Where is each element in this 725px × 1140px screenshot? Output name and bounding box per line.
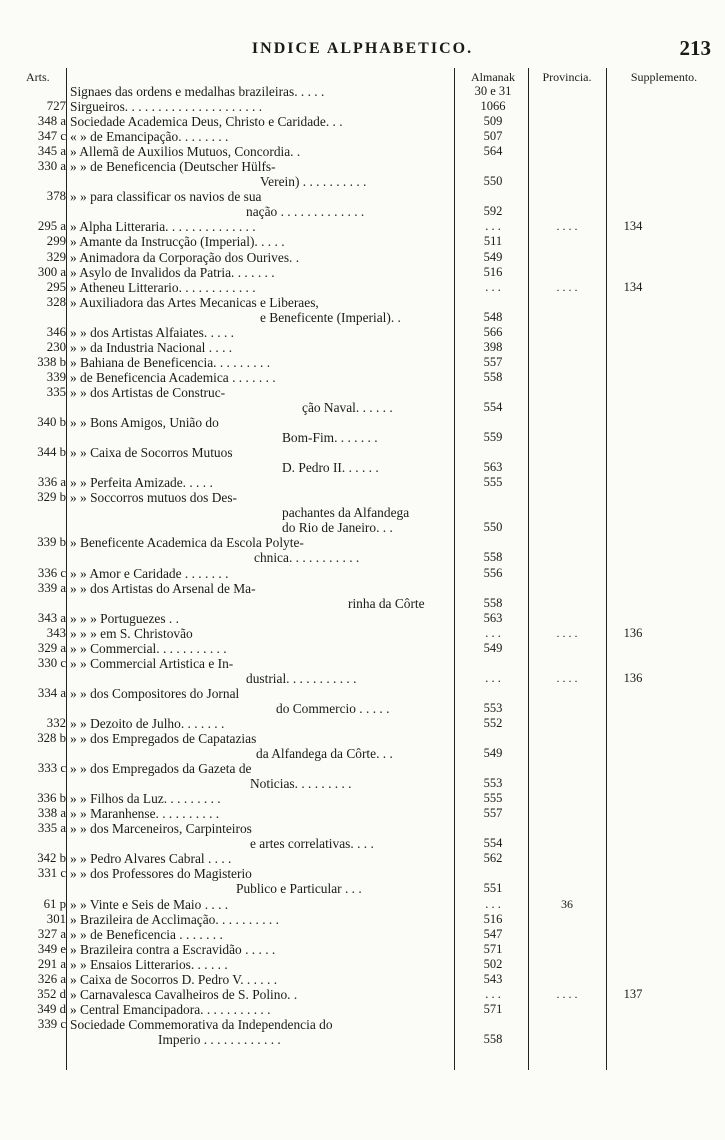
- entry-almanak-page: . . .: [485, 219, 501, 234]
- entry-article-number: 343 a: [37, 610, 66, 625]
- index-entries: [0, 84, 725, 1047]
- index-entry: [0, 505, 725, 520]
- entry-description: da Alfandega da Côrte. . .: [256, 746, 393, 762]
- entry-provincia-page: . . . .: [556, 279, 578, 294]
- entry-article-number: 301: [46, 911, 66, 926]
- entry-description: dustrial. . . . . . . . . . .: [246, 670, 357, 686]
- entry-supplemento-page: 134: [623, 219, 643, 234]
- entry-almanak-page: . . .: [485, 279, 501, 294]
- index-entry: [0, 204, 725, 219]
- entry-description: » Brazileira de Acclimação. . . . . . . . . .: [70, 911, 279, 927]
- index-entry: [0, 851, 725, 866]
- index-entry: [0, 626, 725, 641]
- entry-description: » » dos Artistas Alfaiates. . . . .: [70, 324, 235, 340]
- index-entry: [0, 400, 725, 415]
- entry-almanak-page: 564: [483, 144, 503, 159]
- entry-article-number: 727: [46, 99, 66, 114]
- entry-article-number: 339 c: [37, 1016, 66, 1031]
- entry-almanak-page: 543: [483, 971, 503, 986]
- index-entry: [0, 1002, 725, 1017]
- entry-supplemento-page: 136: [623, 670, 643, 685]
- entry-description: » » Soccorros mutuos dos Des-: [70, 490, 237, 506]
- entry-supplemento-page: 136: [623, 625, 643, 640]
- entry-article-number: 333 c: [37, 761, 66, 776]
- entry-almanak-page: 549: [483, 640, 503, 655]
- index-entry: [0, 280, 725, 295]
- entry-almanak-page: 398: [483, 339, 503, 354]
- entry-description: » » de Beneficencia (Deutscher Hülfs-: [70, 159, 276, 175]
- entry-article-number: 335 a: [37, 821, 66, 836]
- entry-description: » Caixa de Socorros D. Pedro V. . . . . .: [70, 971, 278, 987]
- entry-description: do Commercio . . . . .: [276, 700, 390, 716]
- entry-article-number: 328: [46, 294, 66, 309]
- entry-almanak-page: 511: [483, 234, 503, 249]
- entry-almanak-page: 563: [483, 460, 503, 475]
- index-entry: [0, 791, 725, 806]
- entry-description: » Atheneu Litterario. . . . . . . . . . . .: [70, 279, 256, 295]
- entry-almanak-page: 1066: [480, 99, 506, 114]
- index-entry: [0, 355, 725, 370]
- entry-description: ção Naval. . . . . .: [302, 399, 393, 415]
- entry-almanak-page: 551: [483, 881, 503, 896]
- entry-description: » Brazileira contra a Escravidão . . . . .: [70, 941, 276, 957]
- entry-almanak-page: 554: [483, 399, 503, 414]
- entry-almanak-page: 30 e 31: [474, 84, 512, 98]
- column-header-provincia: Provincia.: [542, 70, 592, 84]
- entry-almanak-page: 509: [483, 114, 503, 129]
- entry-article-number: 332: [46, 715, 66, 730]
- entry-almanak-page: 558: [483, 595, 503, 610]
- entry-description: » Animadora da Corporação dos Ourives. .: [70, 249, 300, 265]
- entry-description: » Alpha Litteraria. . . . . . . . . . . . . .: [70, 219, 256, 235]
- entry-description: Publico e Particular . . .: [236, 881, 362, 897]
- index-entry: [0, 265, 725, 280]
- entry-description: Bom-Fim. . . . . . .: [282, 430, 378, 446]
- entry-description: pachantes da Alfandega: [282, 505, 410, 521]
- index-entry: [0, 776, 725, 791]
- entry-description: » » Filhos da Luz. . . . . . . . .: [70, 791, 221, 807]
- entry-almanak-page: 554: [483, 836, 503, 851]
- index-entry: [0, 972, 725, 987]
- entry-article-number: 336 a: [37, 475, 66, 490]
- entry-almanak-page: 557: [483, 806, 503, 821]
- entry-description: » » dos Empregados da Gazeta de: [70, 761, 252, 777]
- entry-almanak-page: 555: [483, 475, 503, 490]
- entry-article-number: 349 e: [37, 941, 66, 956]
- index-entry: [0, 611, 725, 626]
- entry-supplemento-page: 134: [623, 279, 643, 294]
- entry-provincia-page: . . . .: [556, 625, 578, 640]
- entry-description: » » da Industria Nacional . . . .: [70, 339, 233, 355]
- entry-almanak-page: 553: [483, 776, 503, 791]
- entry-almanak-page: 555: [483, 791, 503, 806]
- entry-description: » » Commercial Artistica e In-: [70, 655, 234, 671]
- entry-description: » » Dezoito de Julho. . . . . . .: [70, 715, 225, 731]
- entry-almanak-page: 558: [483, 550, 503, 565]
- entry-description: Verein) . . . . . . . . . .: [260, 174, 367, 190]
- index-entry: [0, 821, 725, 836]
- entry-article-number: 343: [46, 625, 66, 640]
- index-entry: [0, 987, 725, 1002]
- entry-description: Sociedade Commemorativa da Independencia do: [70, 1016, 333, 1032]
- index-entry: [0, 746, 725, 761]
- entry-almanak-page: 502: [483, 956, 503, 971]
- entry-description: » Allemã de Auxilios Mutuos, Concordia. .: [70, 144, 301, 160]
- entry-article-number: 344 b: [37, 445, 66, 460]
- index-entry: [0, 957, 725, 972]
- entry-article-number: 348 a: [37, 114, 66, 129]
- index-entry: [0, 596, 725, 611]
- entry-provincia-page: 36: [561, 896, 573, 911]
- entry-description: » » Maranhense. . . . . . . . . .: [70, 806, 220, 822]
- entry-almanak-page: 548: [483, 309, 503, 324]
- entry-description: D. Pedro II. . . . . .: [282, 460, 379, 476]
- index-entry: [0, 445, 725, 460]
- entry-provincia-page: . . . .: [556, 219, 578, 234]
- entry-description: e artes correlativas. . . .: [250, 836, 374, 852]
- index-entry: [0, 475, 725, 490]
- entry-description: do Rio de Janeiro. . .: [282, 520, 393, 536]
- index-entry: [0, 520, 725, 535]
- index-entry: [0, 1017, 725, 1032]
- page-number: 213: [679, 36, 711, 60]
- entry-almanak-page: 516: [483, 264, 503, 279]
- entry-almanak-page: 566: [483, 324, 503, 339]
- index-entry: [0, 340, 725, 355]
- entry-description: » Beneficente Academica da Escola Polyte-: [70, 535, 304, 551]
- entry-almanak-page: 559: [483, 430, 503, 445]
- entry-article-number: 61 p: [43, 896, 66, 911]
- entry-description: Sociedade Academica Deus, Christo e Caridade. . .: [70, 114, 343, 130]
- entry-article-number: 326 a: [37, 971, 66, 986]
- entry-almanak-page: 547: [483, 926, 503, 941]
- entry-description: nação . . . . . . . . . . . . .: [246, 204, 365, 220]
- index-entry: [0, 942, 725, 957]
- entry-provincia-page: . . . .: [556, 670, 578, 685]
- index-entry: [0, 897, 725, 912]
- entry-description: » » » em S. Christovão: [70, 625, 193, 641]
- index-entry: [0, 295, 725, 310]
- index-entry: [0, 99, 725, 114]
- entry-almanak-page: 507: [483, 129, 503, 144]
- entry-description: Sirgueiros. . . . . . . . . . . . . . . . . . . . .: [70, 99, 263, 115]
- entry-description: » » Bons Amigos, União do: [70, 415, 219, 431]
- index-entry: [0, 234, 725, 249]
- index-entry: [0, 927, 725, 942]
- entry-description: Signaes das ordens e medalhas brazileiras. . . . .: [70, 84, 325, 99]
- entry-article-number: 327 a: [37, 926, 66, 941]
- index-entry: [0, 881, 725, 896]
- entry-almanak-page: 553: [483, 700, 503, 715]
- entry-article-number: 345 a: [37, 144, 66, 159]
- entry-almanak-page: 549: [483, 746, 503, 761]
- entry-almanak-page: 550: [483, 520, 503, 535]
- entry-description: » » dos Empregados de Capatazias: [70, 731, 257, 747]
- entry-almanak-page: 516: [483, 911, 503, 926]
- entry-almanak-page: . . .: [485, 625, 501, 640]
- entry-description: » » Caixa de Socorros Mutuos: [70, 445, 233, 461]
- entry-description: » » Commercial. . . . . . . . . . .: [70, 640, 227, 656]
- index-entry: [0, 731, 725, 746]
- entry-almanak-page: 571: [483, 1001, 503, 1016]
- entry-almanak-page: 557: [483, 354, 503, 369]
- entry-description: » » Vinte e Seis de Maio . . . .: [70, 896, 229, 912]
- entry-description: » » Pedro Alvares Cabral . . . .: [70, 851, 232, 867]
- entry-article-number: 349 d: [37, 1001, 66, 1016]
- entry-article-number: 378: [46, 189, 66, 204]
- index-entry: [0, 129, 725, 144]
- entry-article-number: 335: [46, 384, 66, 399]
- index-entry: [0, 686, 725, 701]
- entry-article-number: 295: [46, 279, 66, 294]
- index-entry: [0, 189, 725, 204]
- index-entry: [0, 370, 725, 385]
- index-entry: [0, 219, 725, 234]
- index-entry: [0, 761, 725, 776]
- page-title: INDICE ALPHABETICO.: [251, 40, 474, 57]
- entry-description: » » Ensaios Litterarios. . . . . .: [70, 956, 228, 972]
- entry-article-number: 330 a: [37, 159, 66, 174]
- entry-description: » Central Emancipadora. . . . . . . . . . .: [70, 1001, 271, 1017]
- entry-article-number: 339 a: [37, 580, 66, 595]
- entry-description: » » dos Professores do Magisterio: [70, 866, 252, 882]
- index-entry: [0, 415, 725, 430]
- entry-almanak-page: 558: [483, 1031, 503, 1046]
- entry-description: » » para classificar os navios de sua: [70, 189, 262, 205]
- entry-description: » Asylo de Invalidos da Patria. . . . . . .: [70, 264, 275, 280]
- entry-article-number: 329: [46, 249, 66, 264]
- entry-almanak-page: 549: [483, 249, 503, 264]
- index-entry: [0, 656, 725, 671]
- entry-article-number: 291 a: [37, 956, 66, 971]
- entry-description: » » Perfeita Amizade. . . . .: [70, 475, 213, 491]
- entry-article-number: 328 b: [37, 731, 66, 746]
- index-entry: [0, 806, 725, 821]
- index-entry: [0, 430, 725, 445]
- column-header-arts: Arts.: [26, 70, 50, 84]
- index-entry: [0, 836, 725, 851]
- entry-description: » » dos Artistas do Arsenal de Ma-: [70, 580, 256, 596]
- entry-article-number: 299: [46, 234, 66, 249]
- index-entry: [0, 114, 725, 129]
- index-entry: [0, 174, 725, 189]
- entry-description: » » dos Artistas de Construc-: [70, 384, 226, 400]
- entry-description: » » dos Compositores do Jornal: [70, 685, 240, 701]
- entry-description: « » de Emancipação. . . . . . . .: [70, 129, 229, 145]
- entry-almanak-page: . . .: [485, 986, 501, 1001]
- entry-article-number: 338 a: [37, 806, 66, 821]
- index-entry: [0, 144, 725, 159]
- entry-description: rinha da Côrte: [348, 595, 425, 611]
- entry-description: » Bahiana de Beneficencia. . . . . . . . .: [70, 354, 271, 370]
- index-entry: [0, 1032, 725, 1047]
- entry-article-number: 352 d: [37, 986, 66, 1001]
- entry-almanak-page: 562: [483, 851, 503, 866]
- entry-article-number: 331 c: [37, 866, 66, 881]
- entry-almanak-page: 571: [483, 941, 503, 956]
- entry-description: » » Amor e Caridade . . . . . . .: [70, 565, 229, 581]
- entry-almanak-page: 550: [483, 174, 503, 189]
- index-entry: [0, 641, 725, 656]
- entry-article-number: 230: [46, 339, 66, 354]
- entry-provincia-page: . . . .: [556, 986, 578, 1001]
- entry-article-number: 339: [46, 369, 66, 384]
- index-entry: [0, 550, 725, 565]
- index-entry: [0, 566, 725, 581]
- index-entry: [0, 84, 725, 99]
- index-entry: [0, 310, 725, 325]
- entry-almanak-page: 556: [483, 565, 503, 580]
- index-entry: [0, 490, 725, 505]
- entry-almanak-page: 592: [483, 204, 503, 219]
- entry-almanak-page: 563: [483, 610, 503, 625]
- entry-article-number: 340 b: [37, 415, 66, 430]
- entry-description: » Carnavalesca Cavalheiros de S. Polino. .: [70, 986, 298, 1002]
- index-entry: [0, 701, 725, 716]
- index-entry: [0, 671, 725, 686]
- entry-description: » de Beneficencia Academica . . . . . . .: [70, 369, 276, 385]
- index-entry: [0, 250, 725, 265]
- index-entry: [0, 581, 725, 596]
- index-entry: [0, 460, 725, 475]
- entry-description: e Beneficente (Imperial). .: [260, 309, 401, 325]
- index-entry: [0, 535, 725, 550]
- entry-description: » Amante da Instrucção (Imperial). . . . .: [70, 234, 285, 250]
- entry-description: » » de Beneficencia . . . . . . .: [70, 926, 223, 942]
- entry-description: » Auxiliadora das Artes Mecanicas e Liberaes,: [70, 294, 319, 310]
- index-entry: [0, 325, 725, 340]
- column-header-supplemento: Supplemento.: [630, 70, 698, 84]
- entry-almanak-page: . . .: [485, 896, 501, 911]
- index-entry: [0, 716, 725, 731]
- column-header-almanak: Almanak: [471, 70, 515, 84]
- index-entry: [0, 866, 725, 881]
- entry-almanak-page: 558: [483, 369, 503, 384]
- entry-article-number: 342 b: [37, 851, 66, 866]
- index-entry: [0, 159, 725, 174]
- entry-supplemento-page: 137: [623, 986, 643, 1001]
- entry-article-number: 329 b: [37, 490, 66, 505]
- entry-description: Imperio . . . . . . . . . . . .: [158, 1031, 281, 1047]
- entry-article-number: 330 c: [37, 655, 66, 670]
- entry-article-number: 329 a: [37, 640, 66, 655]
- entry-article-number: 295 a: [37, 219, 66, 234]
- entry-article-number: 346: [46, 324, 66, 339]
- entry-article-number: 336 b: [37, 791, 66, 806]
- entry-almanak-page: . . .: [485, 670, 501, 685]
- entry-article-number: 338 b: [37, 354, 66, 369]
- index-entry: [0, 912, 725, 927]
- index-entry: [0, 385, 725, 400]
- entry-article-number: 336 c: [37, 565, 66, 580]
- entry-description: » » dos Marceneiros, Carpinteiros: [70, 821, 252, 837]
- entry-article-number: 334 a: [37, 685, 66, 700]
- entry-description: Noticias. . . . . . . . .: [250, 776, 352, 792]
- entry-description: chnica. . . . . . . . . . .: [254, 550, 360, 566]
- entry-description: » » » Portuguezes . .: [70, 610, 179, 626]
- entry-article-number: 339 b: [37, 535, 66, 550]
- entry-almanak-page: 552: [483, 715, 503, 730]
- entry-article-number: 300 a: [37, 264, 66, 279]
- entry-article-number: 347 c: [37, 129, 66, 144]
